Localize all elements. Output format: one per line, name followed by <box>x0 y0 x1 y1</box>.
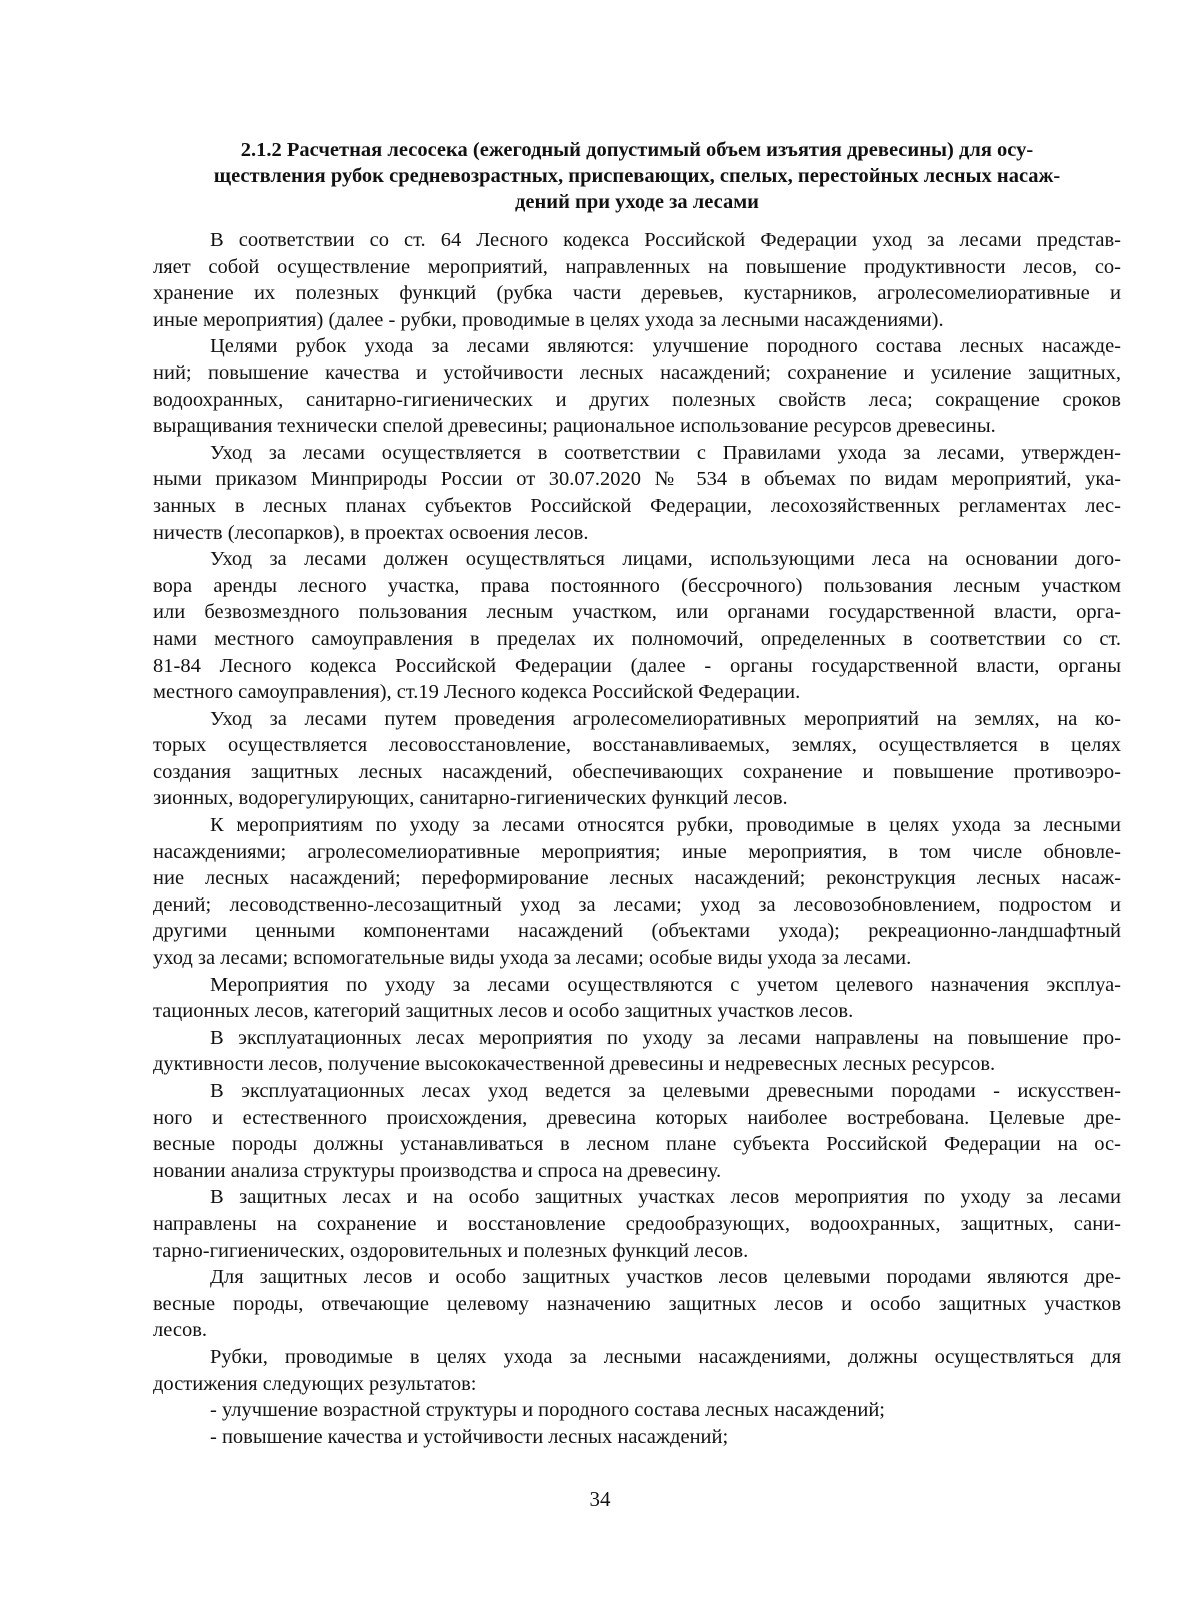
paragraph-line: ными приказом Минприроды России от 30.07.2020 № 534 в объемах по видам мероприятий, ука- <box>153 468 1121 491</box>
paragraph-line: достижения следующих результатов: <box>153 1372 477 1395</box>
document-content <box>153 137 1121 1450</box>
paragraph-line: ние лесных насаждений; переформирование лесных насаждений; реконструкция лесных насаж- <box>153 867 1121 890</box>
paragraph-line: занных в лесных планах субъектов Российской Федерации, лесохозяйственных регламентах лес- <box>153 494 1121 517</box>
paragraph-line: В эксплуатационных лесах мероприятия по уходу за лесами направлены на повышение про- <box>210 1026 1121 1049</box>
paragraph-line: дуктивности лесов, получение высококачественной древесины и недревесных лесных ресурсов. <box>153 1053 996 1076</box>
page-number: 34 <box>589 1487 611 1511</box>
paragraph-line: зионных, водорегулирующих, санитарно-гигиенических функций лесов. <box>153 787 788 810</box>
paragraph-line: вора аренды лесного участка, права постоянного (бессрочного) пользования лесным участком <box>153 574 1121 597</box>
paragraph-line: В эксплуатационных лесах уход ведется за целевыми древесными породами - искусствен- <box>210 1080 1121 1102</box>
paragraph <box>153 1078 1121 1184</box>
paragraph <box>153 227 1121 333</box>
heading-line: ществления рубок средневозрастных, приспевающих, спелых, перестойных лесных насаж- <box>213 165 1061 187</box>
paragraph-line: весные породы, отвечающие целевому назначению защитных лесов и особо защитных участков <box>153 1292 1121 1315</box>
paragraph-line: местного самоуправления), ст.19 Лесного кодекса Российской Федерации. <box>153 681 801 704</box>
paragraph-line: весные породы должны устанавливаться в лесном плане субъекта Российской Федерации на ос- <box>153 1133 1121 1156</box>
paragraph-line: направлены на сохранение и восстановление средообразующих, водоохранных, защитных, сани- <box>153 1212 1121 1235</box>
paragraph-line: тационных лесов, категорий защитных лесов и особо защитных участков лесов. <box>153 1000 854 1023</box>
paragraph <box>153 546 1121 706</box>
paragraph-line: тарно-гигиенических, оздоровительных и полезных функций лесов. <box>153 1239 749 1262</box>
paragraph <box>153 1344 1121 1397</box>
paragraph-line: водоохранных, санитарно-гигиенических и других полезных свойств леса; сокращение сроков <box>153 388 1121 411</box>
paragraph-line: Рубки, проводимые в целях ухода за лесными насаждениями, должны осуществляться для <box>210 1345 1121 1368</box>
heading-line: 2.1.2 Расчетная лесосека (ежегодный допустимый объем изъятия древесины) для осу- <box>240 139 1034 161</box>
paragraph-line: ляет собой осуществление мероприятий, направленных на повышение продуктивности лесов, со- <box>153 255 1121 278</box>
paragraph <box>153 333 1121 439</box>
paragraph <box>153 1025 1121 1078</box>
heading-line: дений при уходе за лесами <box>515 191 759 213</box>
paragraph-line: выращивания технически спелой древесины; рациональное использование ресурсов древесины. <box>153 415 996 438</box>
paragraph-line: Целями рубок ухода за лесами являются: улучшение породного состава лесных насажде- <box>210 335 1121 358</box>
paragraph-line: или безвозмездного пользования лесным участком, или органами государственной власти, орга- <box>153 601 1121 624</box>
paragraph-line: другими ценными компонентами насаждений (объектами ухода); рекреационно-ландшафтный <box>153 920 1121 943</box>
list-item: - улучшение возрастной структуры и породного состава лесных насаждений; <box>210 1399 885 1422</box>
paragraph-line: лесов. <box>153 1319 207 1342</box>
paragraph-line: Уход за лесами путем проведения агролесомелиоративных мероприятий на землях, на ко- <box>210 707 1121 730</box>
paragraph-line: ний; повышение качества и устойчивости лесных насаждений; сохранение и усиление защитных, <box>153 361 1121 384</box>
paragraph-line: Для защитных лесов и особо защитных участков лесов целевыми породами являются дре- <box>210 1266 1121 1289</box>
paragraph-line: ного и естественного происхождения, древесина которых наиболее востребована. Целевые дре- <box>153 1106 1121 1129</box>
paragraph-line: 81-84 Лесного кодекса Российской Федерации (далее - органы государственной власти, органы <box>153 654 1121 677</box>
paragraph <box>153 706 1121 812</box>
paragraph-line: нами местного самоуправления в пределах их полномочий, определенных в соответствии со ст. <box>153 627 1121 650</box>
paragraph-line: В соответствии со ст. 64 Лесного кодекса Российской Федерации уход за лесами представ- <box>210 229 1121 251</box>
section-heading <box>153 137 1121 215</box>
paragraph-line: Мероприятия по уходу за лесами осуществляются с учетом целевого назначения эксплуа- <box>210 973 1121 996</box>
paragraph <box>153 812 1121 972</box>
paragraph-line: Уход за лесами осуществляется в соответствии с Правилами ухода за лесами, утвержден- <box>210 441 1121 464</box>
paragraph <box>153 1264 1121 1344</box>
paragraph-line: новании анализа структуры производства и спроса на древесину. <box>153 1159 722 1182</box>
paragraph-line: ничеств (лесопарков), в проектах освоения лесов. <box>153 521 589 544</box>
paragraph-line: уход за лесами; вспомогательные виды ухода за лесами; особые виды ухода за лесами. <box>153 947 912 970</box>
paragraph <box>153 972 1121 1025</box>
paragraph-line: иные мероприятия) (далее - рубки, проводимые в целях ухода за лесными насаждениями). <box>153 308 944 331</box>
paragraph <box>153 1184 1121 1264</box>
paragraph-line: торых осуществляется лесовосстановление, восстанавливаемых, землях, осуществляется в целях <box>153 734 1121 757</box>
paragraph-line: К мероприятиям по уходу за лесами относятся рубки, проводимые в целях ухода за лесными <box>210 814 1121 837</box>
list-item: - повышение качества и устойчивости лесных насаждений; <box>210 1425 729 1448</box>
paragraph-line: дений; лесоводственно-лесозащитный уход за лесами; уход за лесовозобновлением, подростом и <box>153 893 1121 916</box>
paragraph-line: хранение их полезных функций (рубка части деревьев, кустарников, агролесомелиоративные и <box>153 282 1121 305</box>
paragraph-line: В защитных лесах и на особо защитных участках лесов мероприятия по уходу за лесами <box>210 1186 1121 1209</box>
paragraph-line: создания защитных лесных насаждений, обеспечивающих сохранение и повышение противоэро- <box>153 760 1121 783</box>
paragraph <box>153 440 1121 546</box>
paragraph-line: насаждениями; агролесомелиоративные мероприятия; иные мероприятия, в том числе обновле- <box>153 840 1121 863</box>
paragraph-line: Уход за лесами должен осуществляться лицами, использующими леса на основании дого- <box>210 548 1121 571</box>
